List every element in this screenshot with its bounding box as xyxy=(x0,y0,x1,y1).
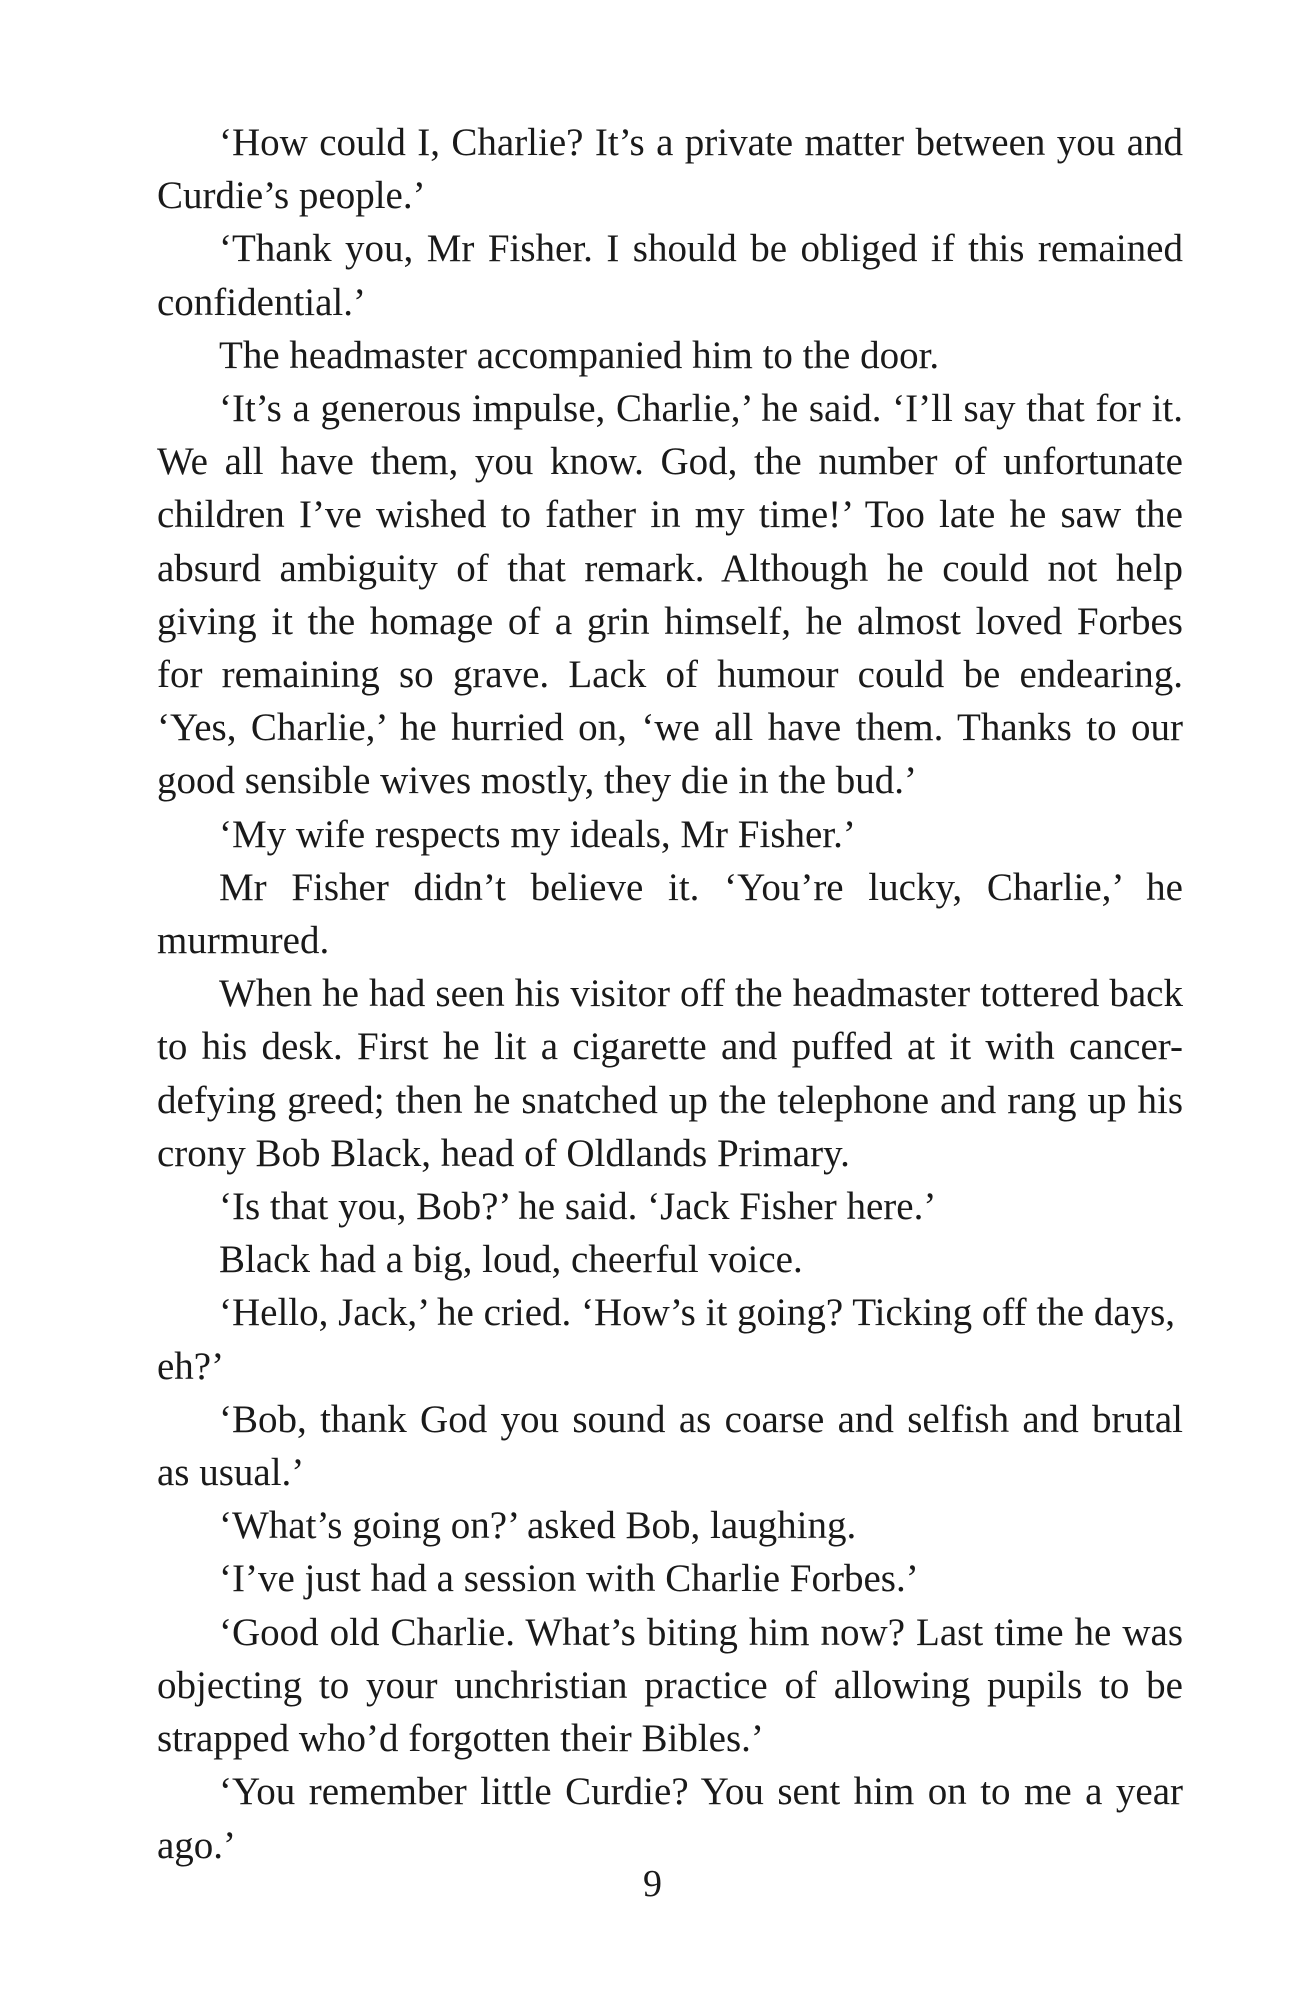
paragraph: ‘Good old Charlie. What’s biting him now? Last time he was objecting to your unchristian practice of allowing pupils to be strapped who’d forgotten their Bibles.’ xyxy=(157,1610,1183,1761)
paragraph: ‘How could I, Charlie? It’s a private matter between you and Curdie’s people.’ xyxy=(157,121,1183,218)
paragraph: ‘I’ve just had a session with Charlie Forbes.’ xyxy=(219,1557,919,1601)
page-number: 9 xyxy=(643,1863,662,1905)
paragraph: ‘Thank you, Mr Fisher. I should be obliged if this remained confidential.’ xyxy=(157,227,1183,324)
paragraph: When he had seen his visitor off the headmaster tottered back to his desk. First he lit a cigarette and puffed at it with cancer-defying greed; then he snatched up the telephone and rang up his crony Bob Black, head of Oldlands Primary. xyxy=(157,972,1183,1175)
paragraph: ‘Is that you, Bob?’ he said. ‘Jack Fisher here.’ xyxy=(219,1185,937,1229)
paragraph: The headmaster accompanied him to the door. xyxy=(219,333,940,377)
paragraph: ‘Hello, Jack,’ he cried. ‘How’s it going? Ticking off the days, eh?’ xyxy=(157,1291,1176,1388)
paragraph: ‘My wife respects my ideals, Mr Fisher.’ xyxy=(219,812,856,856)
paragraph: ‘You remember little Curdie? You sent him on to me a year ago.’ xyxy=(157,1770,1183,1867)
paragraph: Mr Fisher didn’t believe it. ‘You’re lucky, Charlie,’ he murmured. xyxy=(157,865,1183,963)
paragraph: ‘It’s a generous impulse, Charlie,’ he said. ‘I’ll say that for it. We all have them, you know. God, the number of unfortunate children I’ve wished to father in my time!’ Too late he saw the absurd ambiguity of that remark. Although he could not help giving it the homage of a grin himself, he almost loved Forbes for remaining so grave. Lack of humour could be endearing. ‘Yes, Charlie,’ he hurried on, ‘we all have them. Thanks to our good sensible wives mostly, they die in the bud.’ xyxy=(157,387,1183,803)
paragraph: ‘What’s going on?’ asked Bob, laughing. xyxy=(219,1504,857,1548)
paragraph: Black had a big, loud, cheerful voice. xyxy=(219,1238,803,1282)
body-text xyxy=(157,116,1183,1872)
paragraph: ‘Bob, thank God you sound as coarse and selfish and brutal as usual.’ xyxy=(157,1397,1183,1495)
